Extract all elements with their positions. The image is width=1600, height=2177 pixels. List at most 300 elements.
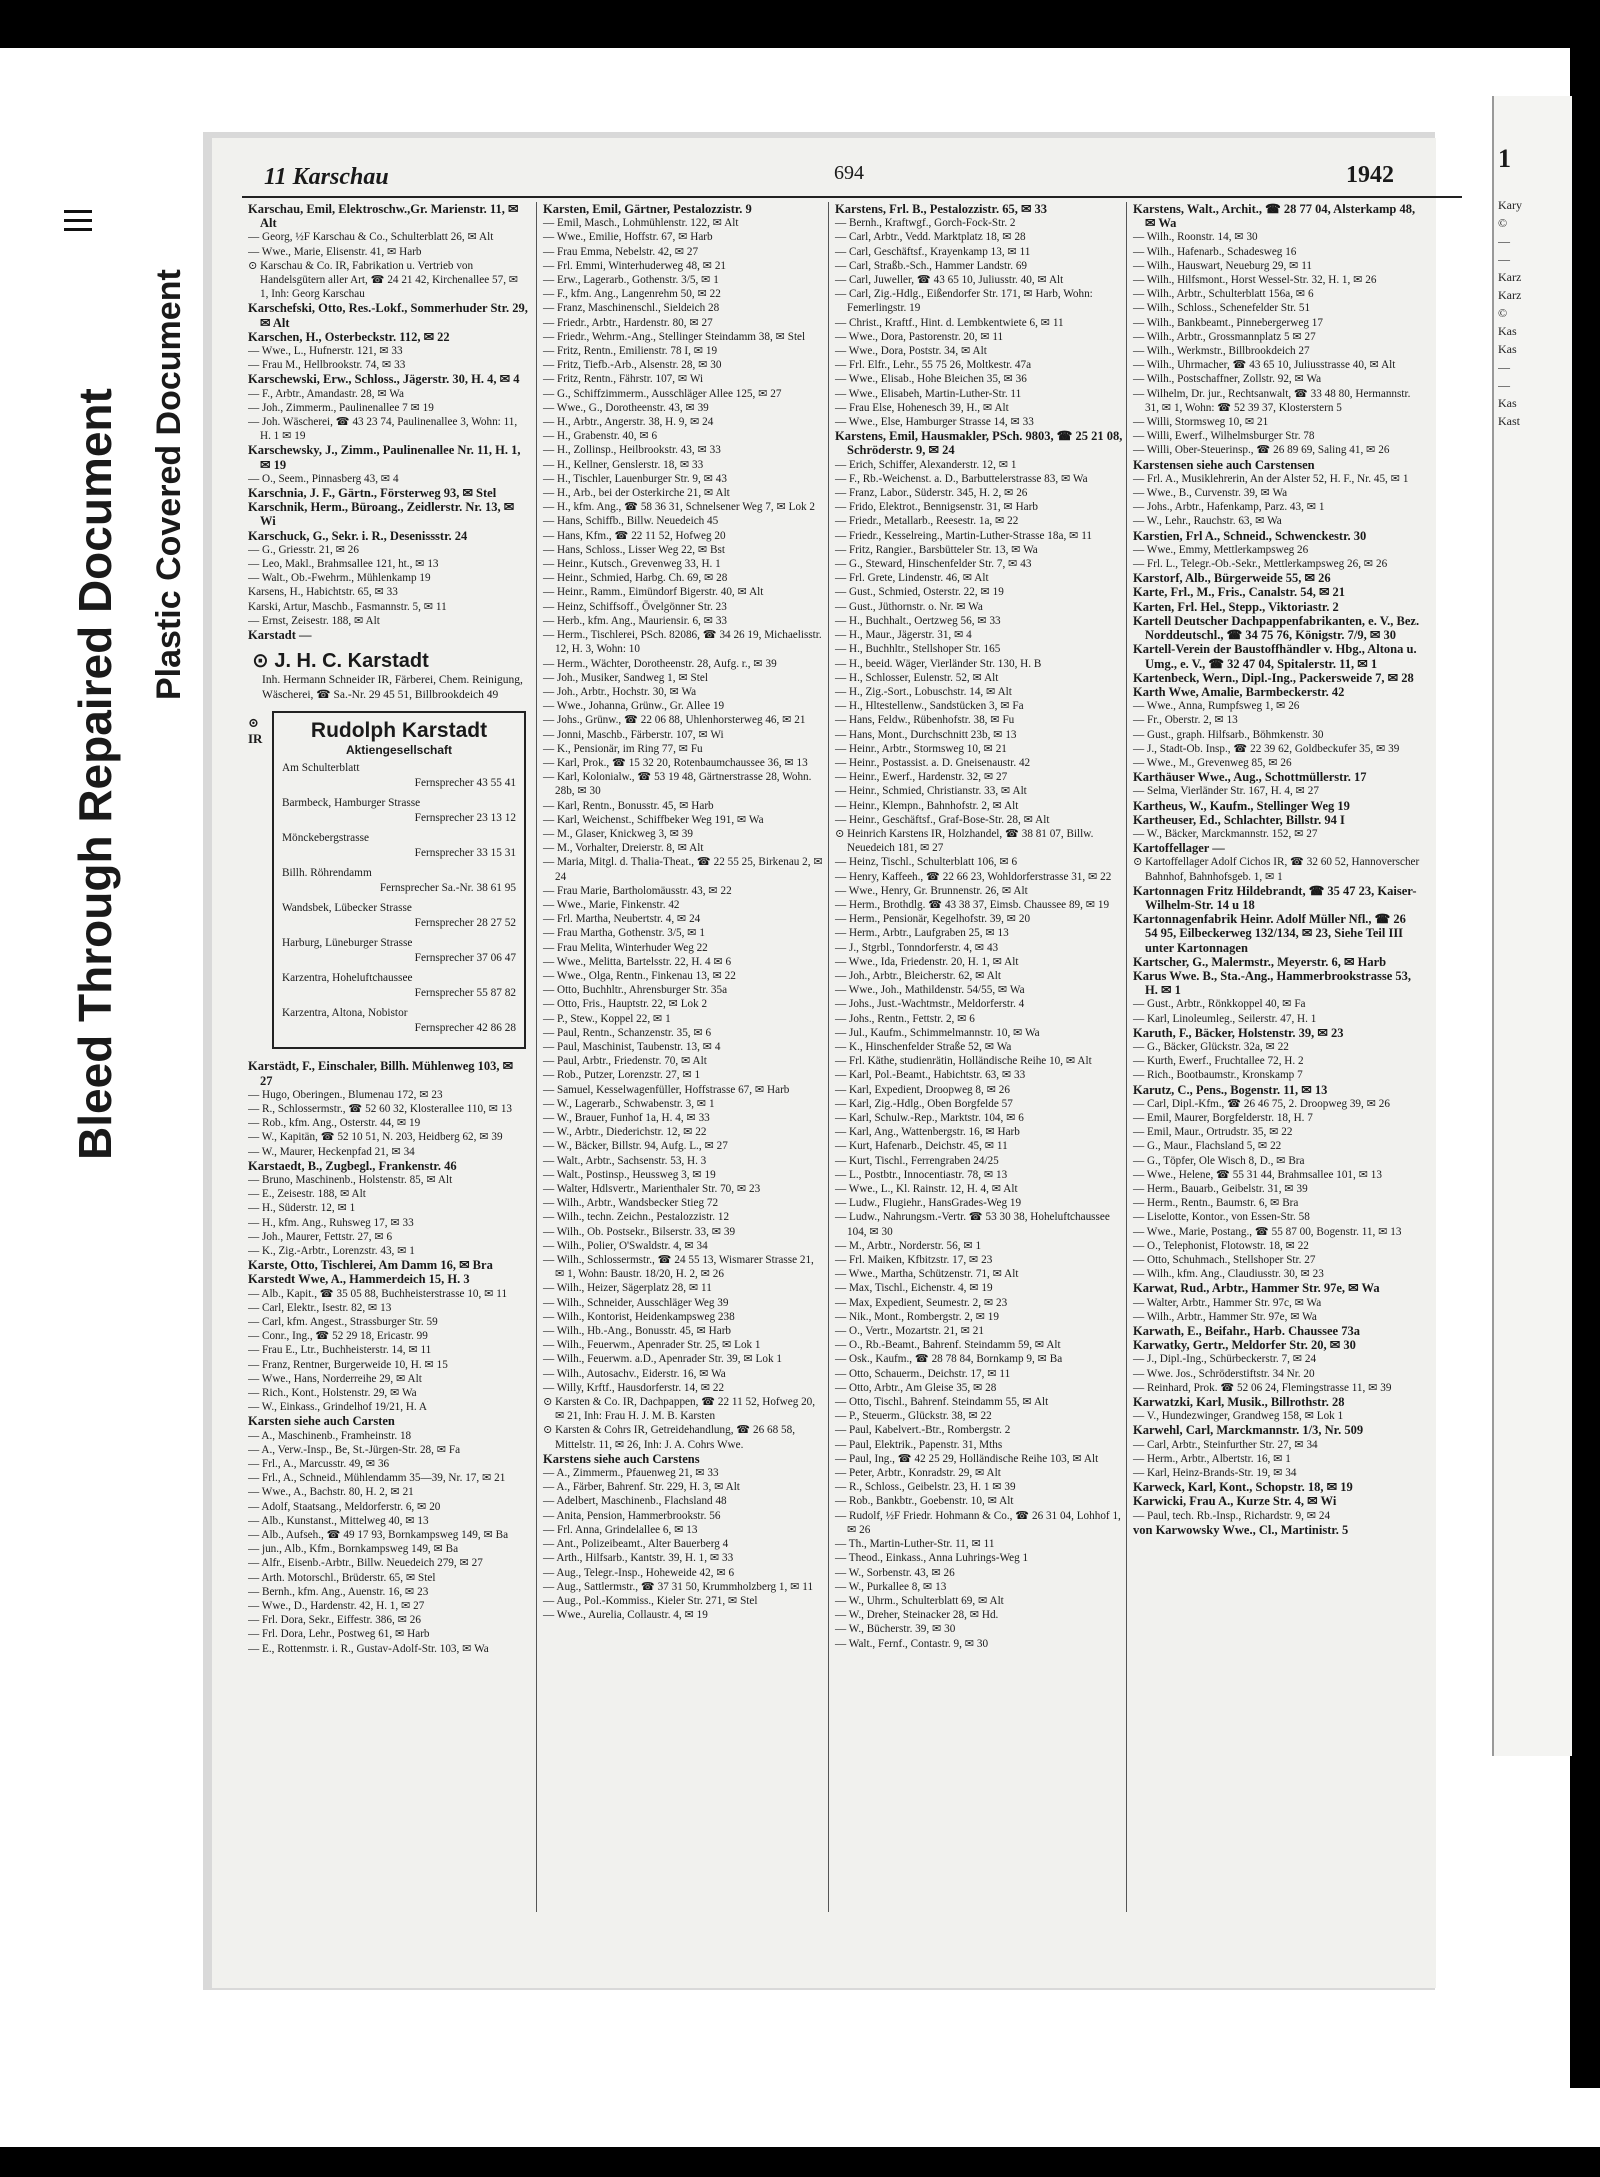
directory-entry: — Wwe., Joh., Mathildenstr. 54/55, ✉ Wa [835,984,1025,997]
directory-entry: ⊙ Karsten & Co. IR, Dachpappen, ☎ 22 11 52, Hofweg 20, ✉ 21, Inh: Frau H. J. M. B. Karsten [543,1396,816,1423]
directory-entry: — Ludw., Flugiehr., HansGrades-Weg 19 [835,1197,1022,1210]
directory-entry: — Karl, Prok., ☎ 15 32 20, Rotenbaumchaussee 36, ✉ 13 [543,756,808,769]
directory-entry: — Heinr., Schmied, Christianstr. 33, ✉ Alt [835,785,1027,798]
directory-entry: — Wilh., Heizer, Sägerplatz 28, ✉ 11 [543,1282,712,1295]
directory-entry: — O., Telephonist, Flotowstr. 18, ✉ 22 [1133,1239,1309,1252]
directory-entry: — F., Rb.-Weichenst. a. D., Barbuttelerstrasse 83, ✉ Wa [835,472,1088,485]
directory-entry: — Fritz, Rentn., Fährstr. 107, ✉ Wi [543,373,704,386]
directory-entry: Karstorf, Alb., Bürgerweide 55, ✉ 26 [1133,571,1331,586]
directory-entry: — Willi, Stormsweg 10, ✉ 21 [1133,416,1269,429]
bleed-through-label: Bleed Through Repaired Document [69,388,121,1160]
directory-entry: — Karl, Zig.-Hdlg., Oben Borgfelde 57 [835,1097,1013,1110]
directory-entry: — Wilh., Hauswart, Neueburg 29, ✉ 11 [1133,259,1312,272]
directory-entry: — Heinr., Schmied, Harbg. Ch. 69, ✉ 28 [543,572,728,585]
directory-entry: — Wwe., Helene, ☎ 55 31 44, Brahmsallee 101, ✉ 13 [1133,1168,1382,1181]
directory-entry: — W., Brauer, Funhof 1a, H. 4, ✉ 33 [543,1112,710,1124]
ad-branch: Wandsbek, Lübecker Strasse [282,902,412,915]
directory-entry: — Ant., Polizeibeamt., Alter Bauerberg 4 [543,1538,729,1551]
directory-entry: — W., Lehr., Rauchstr. 63, ✉ Wa [1133,515,1282,528]
directory-entry: — Wilh., Schloss., Schenefelder Str. 51 [1133,302,1311,315]
directory-entry: — Heinr., Arbtr., Stormsweg 10, ✉ 21 [835,742,1007,755]
directory-entry: — Frl., A., Schneid., Mühlendamm 35—39, Nr. 17, ✉ 21 [248,1472,506,1485]
directory-entry: — Johs., Grünw., ☎ 22 06 88, Uhlenhorsterweg 46, ✉ 21 [543,714,806,727]
directory-entry: — Ludw., Nahrungsm.-Vertr. ☎ 53 30 38, Hoheluftchaussee 104, ✉ 30 [835,1211,1110,1238]
directory-entry: Karstens, Emil, Hausmakler, PSch. 9803, ☎ 25 21 08, Schröderstr. 9, ✉ 24 [835,429,1123,458]
directory-entry: — Karl, Weichenst., Schiffbeker Weg 191, ✉ Wa [543,813,764,826]
directory-entry: — Wwe., Anna, Rumpfsweg 1, ✉ 26 [1133,700,1300,713]
directory-entry: Karschen, H., Osterbeckstr. 112, ✉ 22 [248,329,450,344]
directory-entry: — Reinhard, Prok. ☎ 52 06 24, Flemingstrasse 11, ✉ 39 [1133,1381,1392,1394]
directory-entry: — Frl. Emmi, Winterhuderweg 48, ✉ 21 [543,259,727,272]
plastic-covered-label: Plastic Covered Document [150,269,188,700]
directory-entry: — Kurt, Hafenarb., Deichstr. 45, ✉ 11 [835,1140,1008,1153]
directory-entry: — Carl, Elektr., Isestr. 82, ✉ 13 [248,1301,392,1314]
next-page-number: 1 [1498,144,1511,173]
directory-entry: — Frau E., Ltr., Buchheisterstr. 14, ✉ 11 [248,1344,432,1357]
directory-entry: — Alb., Kapit., ☎ 35 05 88, Buchheisterstrasse 10, ✉ 11 [248,1287,508,1300]
directory-entry: — Carl, Arbtr., Vedd. Marktplatz 18, ✉ 28 [835,231,1026,244]
directory-entry: — Otto, Tischl., Bahrenf. Steindamm 55, ✉ Alt [835,1396,1049,1409]
directory-entry: — Wilh., Uhrmacher, ☎ 43 65 10, Juliusstrasse 40, ✉ Alt [1133,359,1396,372]
directory-entry: — H., Buchhalt., Oertzweg 56, ✉ 33 [835,614,1001,627]
directory-entry: — Emil, Maurer, Borgfelderstr. 18, H. 7 [1133,1112,1313,1124]
column-4 [1126,202,1421,1912]
ad-phone: Fernsprecher 37 06 47 [414,952,516,965]
directory-entry: — Wwe., Melitta, Bartelsstr. 22, H. 4 ✉ 6 [543,955,732,968]
directory-entry: — Frl. Anna, Grindelallee 6, ✉ 13 [543,1523,698,1536]
directory-page [212,138,1436,1988]
directory-entry: — Rob., kfm. Ang., Osterstr. 44, ✉ 19 [248,1117,421,1130]
directory-entry: — Erich, Schiffer, Alexanderstr. 12, ✉ 1 [835,458,1017,471]
directory-entry: — Heinr., Kutsch., Grevenweg 33, H. 1 [543,558,721,571]
ad-subtitle: Aktiengesellschaft [345,743,453,758]
directory-entry: — R., Schlossermstr., ☎ 52 60 32, Klosterallee 110, ✉ 13 [248,1102,513,1115]
directory-entry: — Wwe., M., Grevenweg 85, ✉ 26 [1133,756,1292,769]
directory-entry: Karstens, Frl. B., Pestalozzistr. 65, ✉ 33 [835,202,1048,216]
directory-entry: — Maria, Mitgl. d. Thalia-Theat., ☎ 22 55 25, Birkenau 2, ✉ 24 [543,856,823,883]
ad-phone: Fernsprecher 28 27 52 [414,917,516,930]
directory-entry: — Wilh., Polier, O'Swaldstr. 4, ✉ 34 [543,1239,708,1252]
directory-entry: — Herm., Pensionär, Kegelhofstr. 39, ✉ 20 [835,913,1031,926]
directory-entry: ⊙ Karschau & Co. IR, Fabrikation u. Vertrieb von Handelsgütern aller Art, ☎ 24 21 42, Kirchenallee 57, ✉ 1, Inh: Georg Karschau [248,259,519,301]
directory-entry: — Emil, Masch., Lohmühlenstr. 122, ✉ Alt [543,217,739,230]
directory-entry: — O., Vertr., Mozartstr. 21, ✉ 21 [835,1325,984,1338]
directory-entry: — Wwe., D., Hardenstr. 42, H. 1, ✉ 27 [248,1600,425,1613]
directory-entry: — Wwe., Martha, Schützenstr. 71, ✉ Alt [835,1268,1019,1281]
directory-entry: — Heinz, Schiffsoff., Övelgönner Str. 23 [543,600,727,613]
directory-entry: — H., kfm. Ang., ☎ 58 36 31, Schnelsener Weg 7, ✉ Lok 2 [543,501,816,514]
directory-entry: — Adelbert, Maschinenb., Flachsland 48 [543,1495,727,1508]
directory-entry: — Wwe., Henry, Gr. Brunnenstr. 26, ✉ Alt [835,884,1028,897]
column-1 [248,202,528,1912]
directory-entry: Karschuck, G., Sekr. i. R., Desenissstr. 24 [248,528,468,543]
directory-entry: — Th., Martin-Luther-Str. 11, ✉ 11 [835,1538,995,1551]
directory-entry: — R., Schloss., Geibelstr. 23, H. 1 ✉ 39 [835,1481,1016,1494]
directory-entry: Karwath, E., Beifahr., Harb. Chaussee 73a [1133,1324,1360,1339]
directory-entry: — Karl, Rentn., Bonusstr. 45, ✉ Harb [543,799,714,812]
ad-title: Rudolph Karstadt [310,719,488,743]
directory-entry: — Willi, Ewerf., Wilhelmsburger Str. 78 [1133,430,1315,443]
directory-entry: — Karl, Ang., Wattenbergstr. 16, ✉ Harb [835,1126,1020,1139]
directory-entry: — Herb., kfm. Ang., Mauriensir. 6, ✉ 33 [543,614,728,627]
directory-entry: — Herm., Wächter, Dorotheenstr. 28, Aufg. r., ✉ 39 [543,657,777,670]
directory-entry: Karstedt Wwe, A., Hammerdeich 15, H. 3 [248,1272,470,1287]
directory-entry: — F., kfm. Ang., Langenrehm 50, ✉ 22 [543,288,721,301]
firm-jhc-karstadt [248,648,528,703]
directory-entry: Karschnik, Herm., Büroang., Zeidlerstr. Nr. 13, ✉ Wi [248,500,515,529]
directory-entry: — Alfr., Eisenb.-Arbtr., Billw. Neuedeich 279, ✉ 27 [248,1557,483,1570]
directory-entry: — Jul., Kaufm., Schimmelmannstr. 10, ✉ Wa [835,1026,1040,1039]
directory-entry: — G., Maur., Flachsland 5, ✉ 22 [1133,1140,1282,1153]
directory-entry: — Wwe., Marie, Finkenstr. 42 [543,898,680,911]
directory-entry: — Walt., Arbtr., Sachsenstr. 53, H. 3 [543,1154,707,1167]
directory-entry: — Otto, Schauerm., Deichstr. 17, ✉ 11 [835,1367,1011,1380]
ad-branch: Am Schulterblatt [282,762,360,775]
directory-entry: — Georg, ½F Karschau & Co., Schulterblatt 26, ✉ Alt [248,231,494,244]
directory-entry: — Joh., Arbtr., Bleicherstr. 62, ✉ Alt [835,969,1001,982]
directory-entry: — M., Arbtr., Norderstr. 56, ✉ 1 [835,1239,982,1252]
directory-entry: — Hugo, Oberingen., Blumenau 172, ✉ 23 [248,1088,443,1101]
ad-branch-list [282,761,516,1041]
directory-entry: Karstadt — [248,628,312,643]
directory-entry: — Arth. Motorschl., Brüderstr. 65, ✉ Stel [248,1571,436,1584]
rudolph-karstadt-ad [272,711,526,1049]
scan-border-bottom [0,2147,1600,2177]
directory-entry: Karschau, Emil, Elektroschw.,Gr. Marienstr. 11, ✉ Alt [248,202,519,231]
directory-entry: — M., Glaser, Knickweg 3, ✉ 39 [543,827,693,840]
directory-entry: — Alb., Aufseh., ☎ 49 17 93, Bornkampsweg 149, ✉ Ba [248,1529,509,1541]
page-header [242,160,1462,198]
directory-entry: Karschewsky, J., Zimm., Paulinenallee Nr. 11, H. 1, ✉ 19 [248,443,521,472]
column-1-entries-bottom [248,1059,528,1656]
directory-entry: — Wilhelm, Dr. jur., Rechtsanwalt, ☎ 33 48 80, Hermannstr. 31, ✉ 1, Wohn: ☎ 52 39 37, Klosterstern 5 [1133,387,1411,414]
directory-entry: — G., Griesstr. 21, ✉ 26 [248,543,359,556]
directory-entry: — Hans, Schloss., Lisser Weg 22, ✉ Bst [543,543,725,556]
directory-entry: Kartscher, G., Malermstr., Meyerstr. 6, ✉ Harb [1133,954,1387,969]
directory-entry: — H., Hltestellenw., Sandstücken 3, ✉ Fa [835,700,1024,713]
directory-columns [248,202,1423,1912]
directory-entry: — K., Zig.-Arbtr., Lorenzstr. 43, ✉ 1 [248,1244,415,1257]
directory-entry: — Paul, Elektrik., Papenstr. 31, Mths [835,1438,1003,1451]
firm-jhc-title: ⊙ J. H. C. Karstadt [252,650,429,673]
directory-entry: — Selma, Vierländer Str. 167, H. 4, ✉ 27 [1133,785,1319,798]
directory-entry: — Joh., Arbtr., Hochstr. 30, ✉ Wa [543,685,697,698]
directory-entry: — Frl. Grete, Lindenstr. 46, ✉ Alt [835,572,989,585]
directory-entry: — Wilh., Hafenarb., Schadesweg 16 [1133,245,1297,258]
directory-entry: — Frau Emma, Nebelstr. 42, ✉ 27 [543,245,699,258]
directory-entry: — Johs., Arbtr., Hafenkamp, Parz. 43, ✉ 1 [1133,501,1325,514]
directory-entry: — Rich., Kont., Holstenstr. 29, ✉ Wa [248,1386,417,1399]
directory-entry: — Karl, Pol.-Beamt., Habichtstr. 63, ✉ 33 [835,1069,1026,1082]
directory-entry: — Frl. Dora, Lehr., Postweg 61, ✉ Harb [248,1628,430,1641]
directory-entry: — G., Bäcker, Glückstr. 32a, ✉ 22 [1133,1040,1289,1053]
directory-entry: — Otto, Arbtr., Am Gleise 35, ✉ 28 [835,1381,997,1394]
directory-entry: — Johs., Rentn., Fettstr. 2, ✉ 6 [835,1012,975,1025]
directory-entry: Karten, Frl. Hel., Stepp., Viktoriastr. 2 [1133,599,1339,614]
directory-entry: — Karl, Schulw.-Rep., Marktstr. 104, ✉ 6 [835,1112,1024,1124]
directory-entry: Karth Wwe, Amalie, Barmbeckerstr. 42 [1133,684,1345,699]
directory-entry: — Friedr., Arbtr., Hardenstr. 80, ✉ 27 [543,316,713,329]
directory-entry: — W., Einkass., Grindelhof 19/21, H. A [248,1401,427,1414]
directory-entry: — Gust., Jüthornstr. o. Nr. ✉ Wa [835,600,983,613]
directory-entry: — Karl, Linoleumleg., Seilerstr. 47, H. 1 [1133,1012,1317,1025]
directory-entry: — H., Kellner, Genslerstr. 18, ✉ 33 [543,458,704,471]
directory-entry: — Wilh., Arbtr., Grossmannplatz 5 ✉ 27 [1133,330,1316,343]
directory-entry: — Karl, Expedient, Droopweg 8, ✉ 26 [835,1083,1010,1096]
directory-entry: — Wwe., Marie, Postang., ☎ 55 87 00, Bogenstr. 11, ✉ 13 [1133,1225,1402,1238]
directory-entry: — Wwe., Dora, Pastorenstr. 20, ✉ 11 [835,330,1004,343]
directory-entry: — Wwe., L., Kl. Rainstr. 12, H. 4, ✉ Alt [835,1183,1018,1196]
directory-entry: — O., Rb.-Beamt., Bahrenf. Steindamm 59, ✉ Alt [835,1339,1061,1352]
directory-entry: — Wilh., Feuerwm. a.D., Apenrader Str. 39, ✉ Lok 1 [543,1353,782,1366]
directory-entry: — Alb., Kunstanst., Mittelweg 40, ✉ 13 [248,1514,429,1527]
directory-entry: — Frau Martha, Gothenstr. 3/5, ✉ 1 [543,927,705,940]
column-2 [536,202,825,1912]
directory-entry: — Gust., graph. Hilfsarb., Böhmkenstr. 30 [1133,728,1324,741]
directory-entry: — H., Zig.-Sort., Lobuschstr. 14, ✉ Alt [835,685,1012,698]
directory-entry: — Frl. A., Musiklehrerin, An der Alster 52, H. F., Nr. 45, ✉ 1 [1133,472,1409,485]
directory-entry: — Walt., Postinsp., Heussweg 3, ✉ 19 [543,1168,716,1181]
directory-entry: — jun., Alb., Kfm., Bornkampsweg 149, ✉ Ba [248,1543,459,1556]
directory-entry: — Carl, Dipl.-Kfm., ☎ 26 46 75, 2. Droopweg 39, ✉ 26 [1133,1097,1390,1110]
directory-entry: — Wilh., Bankbeamt., Pinnebergerweg 17 [1133,316,1323,329]
header-left: 11 Karschau [264,164,389,190]
directory-entry: — Wwe., Emilie, Hoffstr. 67, ✉ Harb [543,231,713,244]
registration-marks [64,210,92,270]
directory-entry: — Heinr., Geschäftsf., Graf-Bose-Str. 28, ✉ Alt [835,813,1050,826]
ad-wrapper [248,711,528,1049]
directory-entry: — A., Zimmerm., Pfauenweg 21, ✉ 33 [543,1467,719,1480]
directory-entry: — Max, Expedient, Seumestr. 2, ✉ 23 [835,1296,1008,1309]
scan-border-right [1570,48,1600,2088]
directory-entry: Kartenbeck, Wern., Dipl.-Ing., Packersweide 7, ✉ 28 [1133,670,1414,685]
next-page-edge [1492,96,1572,1756]
ad-branch: Karzentra, Altona, Nobistor [282,1007,408,1020]
next-page-fragments: Kary © — — Karz Karz © Kas Kas — — Kas Kast [1498,198,1522,428]
directory-entry: — H., Arbtr., Angerstr. 38, H. 9, ✉ 24 [543,416,714,429]
directory-entry: — Hans, Mont., Durchschnitt 23b, ✉ 13 [835,728,1017,741]
directory-entry: — Samuel, Kesselwagenfüller, Hoffstrasse 67, ✉ Harb [543,1083,790,1096]
directory-entry: — Wwe., Emmy, Mettlerkampsweg 26 [1133,543,1309,556]
directory-entry: — Herm., Rentn., Baumstr. 6, ✉ Bra [1133,1197,1299,1210]
directory-entry: — Rob., Bankbtr., Goebenstr. 10, ✉ Alt [835,1495,1014,1508]
directory-entry: — Frl. Elfr., Lehr., 55 75 26, Moltkestr. 47a [835,359,1032,372]
directory-entry: — W., Uhrm., Schulterblatt 69, ✉ Alt [835,1594,1004,1607]
directory-entry: — Gust., Arbtr., Rönkkoppel 40, ✉ Fa [1133,998,1306,1011]
directory-entry: — Fr., Oberstr. 2, ✉ 13 [1133,714,1238,727]
directory-entry: — Wilh., Arbtr., Hammer Str. 97e, ✉ Wa [1133,1310,1317,1323]
directory-entry: — Wwe., B., Curvenstr. 39, ✉ Wa [1133,487,1288,500]
directory-entry: Karwatky, Gertr., Meldorfer Str. 20, ✉ 30 [1133,1338,1356,1353]
directory-entry: Karschefski, Otto, Res.-Lokf., Sommerhuder Str. 29, ✉ Alt [248,301,528,330]
directory-entry: — Adolf, Staatsang., Meldorferstr. 6, ✉ 20 [248,1500,441,1513]
directory-entry: — Walter, Hdlsvertr., Marienthaler Str. 70, ✉ 23 [543,1183,761,1196]
directory-entry: — Wilh., Arbtr., Wandsbecker Stieg 72 [543,1197,719,1210]
directory-entry: — Osk., Kaufm., ☎ 28 78 84, Bornkamp 9, ✉ Ba [835,1353,1063,1366]
directory-entry: — Otto, Buchhltr., Ahrensburger Str. 35a [543,984,728,997]
page-number: 694 [834,162,864,184]
directory-entry: — Wilh., Schlossermstr., ☎ 24 55 13, Wismarer Strasse 21, ✉ 1, Wohn: Baustr. 18/20, H. 2, ✉ 26 [543,1254,814,1281]
directory-entry: Kartell Deutscher Dachpappenfabrikanten, e. V., Bez. Norddeutschl., ☎ 34 75 76, Königstr. 7/9, ✉ 30 [1133,613,1420,643]
directory-entry: — Wilh., Hb.-Ang., Bonusstr. 45, ✉ Harb [543,1325,732,1338]
directory-entry: Kartell-Verein der Baustoffhändler v. Hbg., Altona u. Umg., e. V., ☎ 32 47 04, Spitalerstr. 11, ✉ 1 [1133,642,1417,671]
directory-entry: ⊙ Heinrich Karstens IR, Holzhandel, ☎ 38 81 07, Billw. Neuedeich 181, ✉ 27 [835,827,1094,855]
directory-entry: — Christ., Kraftf., Hint. d. Lembkentwiete 6, ✉ 11 [835,316,1064,329]
directory-entry: — Conr., Ing., ☎ 52 29 18, Ericastr. 99 [248,1330,428,1343]
directory-entry: — G., Schiffzimmerm., Ausschläger Allee 125, ✉ 27 [543,387,782,400]
directory-entry: — Arth., Hilfsarb., Kantstr. 39, H. 1, ✉ 33 [543,1552,734,1565]
directory-entry: Kartonnagen Fritz Hildebrandt, ☎ 35 47 23, Kaiser-Wilhelm-Str. 14 u 18 [1133,883,1417,912]
directory-entry: — Wwe., Marie, Elisenstr. 41, ✉ Harb [248,245,422,258]
directory-entry: Karstädt, F., Einschaler, Billh. Mühlenweg 103, ✉ 27 [248,1059,514,1088]
directory-entry: — Heinr., Ewerf., Hardenstr. 32, ✉ 27 [835,771,1008,784]
directory-entry: — Heinr., Ramm., Eimündorf Bigerstr. 40, ✉ Alt [543,586,764,599]
directory-entry: — Frl. Käthe, studienrätin, Holländische Reihe 10, ✉ Alt [835,1055,1092,1068]
directory-entry: — Wilh., Ob. Postsekr., Bilserstr. 33, ✉ 39 [543,1225,736,1238]
directory-entry: — Willi, Ober-Steuerinsp., ☎ 26 89 69, Saling 41, ✉ 26 [1133,444,1390,457]
directory-entry: — J., Stgrbl., Tonndorferstr. 4, ✉ 43 [835,941,999,954]
directory-entry: — Bernh., kfm. Ang., Auenstr. 16, ✉ 23 [248,1585,429,1598]
directory-entry: — W., Sorbenstr. 43, ✉ 26 [835,1566,955,1579]
directory-entry: — Herm., Tischlerei, PSch. 82086, ☎ 34 26 19, Michaelisstr. 12, H. 3, Wohn: 10 [543,629,822,656]
directory-entry: — Henry, Kaffeeh., ☎ 22 66 23, Wohldorferstrasse 31, ✉ 22 [835,870,1112,883]
directory-entry: — Walt., Ob.-Fwehrm., Mühlenkamp 19 [248,572,431,585]
directory-entry: — W., Bäcker, Marckmannstr. 152, ✉ 27 [1133,827,1318,840]
directory-entry: — Wilh., techn. Zeichn., Pestalozzistr. 12 [543,1211,730,1224]
directory-entry: — Wwe., A., Bachstr. 80, H. 2, ✉ 21 [248,1486,414,1499]
directory-entry: — Wilh., Arbtr., Schulterblatt 156a, ✉ 6 [1133,288,1314,301]
directory-entry: — E., Rottenmstr. i. R., Gustav-Adolf-Str. 103, ✉ Wa [248,1642,489,1655]
directory-entry: — Frl. Martha, Neubertstr. 4, ✉ 24 [543,913,701,926]
directory-entry: — Herm., Arbtr., Albertstr. 16, ✉ 1 [1133,1452,1291,1465]
directory-entry: Karte, Frl., M., Fris., Canalstr. 54, ✉ 21 [1133,585,1346,600]
directory-entry: Karsten siehe auch Carsten [248,1414,395,1429]
directory-entry: Karus Wwe. B., Sta.-Ang., Hammerbrookstrasse 53, H. ✉ 1 [1133,968,1412,998]
directory-entry: — Franz, Maschinenschl., Sieldeich 28 [543,302,720,315]
directory-entry: — H., Maur., Jägerstr. 31, ✉ 4 [835,629,972,642]
directory-entry: — Carl, Zig.-Hdlg., Eißendorfer Str. 171, ✉ Harb, Wohn: Femerlingstr. 19 [835,288,1093,315]
directory-entry: Karutz, C., Pens., Bogenstr. 11, ✉ 13 [1133,1082,1328,1097]
directory-entry: — Ernst, Zeisestr. 188, ✉ Alt [248,614,380,627]
directory-entry: — A., Verw.-Insp., Be, St.-Jürgen-Str. 28, ✉ Fa [248,1443,461,1456]
directory-entry: — V., Hundezwinger, Grandweg 158, ✉ Lok 1 [1133,1410,1344,1423]
directory-entry: Karsens, H., Habichtstr. 65, ✉ 33 [248,586,398,599]
directory-entry: — Otto, Schuhmach., Stellshoper Str. 27 [1133,1254,1316,1267]
directory-entry: — J., Stadt-Ob. Insp., ☎ 22 39 62, Goldbeckufer 35, ✉ 39 [1133,742,1400,755]
directory-entry: — Frau Else, Hohenesch 39, H., ✉ Alt [835,401,1009,414]
directory-entry: — A., Färber, Bahrenf. Str. 229, H. 3, ✉ Alt [543,1481,740,1494]
directory-entry: — W., Purkallee 8, ✉ 13 [835,1580,947,1593]
directory-entry: — Wwe., Aurelia, Collaustr. 4, ✉ 19 [543,1609,708,1622]
directory-entry: — Bernh., Kraftwgf., Gorch-Fock-Str. 2 [835,217,1016,230]
directory-entry: — Wwe., Ida, Friedenstr. 20, H. 1, ✉ Alt [835,955,1019,968]
directory-entry: — Jonni, Maschb., Färberstr. 107, ✉ Wi [543,728,724,741]
directory-entry: — Kurth, Ewerf., Fruchtallee 72, H. 2 [1133,1055,1304,1068]
ad-phone: Fernsprecher 55 87 82 [414,987,516,1000]
directory-entry: — L., Postbtr., Innocentiastr. 78, ✉ 13 [835,1168,1008,1181]
ad-branch: Barmbeck, Hamburger Strasse [282,797,421,810]
ad-phone: Fernsprecher 43 55 41 [414,777,516,790]
directory-entry: — Joh. Wäscherei, ☎ 43 23 74, Paulinenallee 3, Wohn: 11, H. 1 ✉ 19 [248,416,518,443]
directory-entry: — Bruno, Maschinenb., Holstenstr. 85, ✉ Alt [248,1173,453,1186]
directory-entry: — Friedr., Kesselreing., Martin-Luther-Strasse 18a, ✉ 11 [835,529,1092,542]
directory-entry: — O., Seem., Pinnasberg 43, ✉ 4 [248,472,399,485]
directory-entry: — Carl, kfm. Angest., Strassburger Str. 59 [248,1315,438,1328]
directory-entry: — Fritz, Rangier., Barsbütteler Str. 13, ✉ Wa [835,543,1038,556]
directory-entry: — H., Arb., bei der Osterkirche 21, ✉ Alt [543,487,730,500]
directory-entry: — Herm., Arbtr., Laufgraben 25, ✉ 13 [835,927,1009,940]
directory-entry: — J., Dipl.-Ing., Schürbeckerstr. 7, ✉ 24 [1133,1353,1317,1366]
directory-entry: — Theod., Einkass., Anna Luhrings-Weg 1 [835,1552,1029,1565]
directory-entry: Karste, Otto, Tischlerei, Am Damm 16, ✉ Bra [248,1258,493,1273]
directory-entry: Karstens siehe auch Carstens [543,1451,700,1466]
directory-entry: ⊙ Kartoffellager Adolf Cichos IR, ☎ 32 60 52, Hannoverscher Bahnhof, Bahnhofsgeb. 1, ✉ 1 [1133,856,1420,883]
directory-entry: — M., Vorhalter, Dreierstr. 8, ✉ Alt [543,842,704,855]
directory-entry: — Paul, Ing., ☎ 42 25 29, Holländische Reihe 103, ✉ Alt [835,1452,1099,1465]
directory-entry: — Heinr., Klempn., Bahnhofstr. 2, ✉ Alt [835,799,1019,812]
ad-phone: Fernsprecher 33 15 31 [414,847,516,860]
directory-entry: Karstensen siehe auch Carstensen [1133,457,1315,472]
directory-entry: — Erw., Lagerarb., Gothenstr. 3/5, ✉ 1 [543,274,719,287]
ad-phone: Fernsprecher 23 13 12 [414,812,516,825]
directory-entry: — Wilh., Hilfsmont., Horst Wessel-Str. 32, H. 1, ✉ 26 [1133,274,1377,287]
directory-entry: — Aug., Telegr.-Insp., Hoheweide 42, ✉ 6 [543,1566,735,1579]
scan-border-top [0,0,1600,48]
directory-entry: — Johs., Just.-Wachtmstr., Meldorferstr. 4 [835,998,1025,1011]
directory-entry: — Walter, Arbtr., Hammer Str. 97c, ✉ Wa [1133,1296,1322,1309]
directory-entry: — Fritz, Rentn., Emilienstr. 78 I, ✉ 19 [543,345,718,358]
directory-entry: — Paul, Rentn., Schanzenstr. 35, ✉ 6 [543,1026,712,1039]
directory-entry: — Joh., Maurer, Fettstr. 27, ✉ 6 [248,1230,393,1243]
directory-entry: — Frl. Dora, Sekr., Eiffestr. 386, ✉ 26 [248,1614,421,1627]
directory-entry: — Otto, Fris., Hauptstr. 22, ✉ Lok 2 [543,998,708,1011]
directory-entry: — Willy, Krftf., Hausdorferstr. 14, ✉ 22 [543,1381,725,1394]
ad-branch: Mönckebergstrasse [282,832,370,845]
directory-entry: — Wwe., Dora, Poststr. 34, ✉ Alt [835,345,987,358]
directory-entry: — Wwe., Elisabeh, Martin-Luther-Str. 11 [835,387,1022,400]
directory-entry: — Wilh., Roonstr. 14, ✉ 30 [1133,231,1258,244]
directory-entry: — Wilh., Autosachv., Eiderstr. 16, ✉ Wa [543,1367,726,1380]
directory-entry: Karstens, Walt., Archit., ☎ 28 77 04, Alsterkamp 48, ✉ Wa [1133,202,1416,231]
directory-entry: — Wilh., kfm. Ang., Claudiusstr. 30, ✉ 23 [1133,1268,1324,1281]
directory-entry: — Joh., Zimmerm., Paulinenallee 7 ✉ 19 [248,401,434,414]
directory-entry: Karwat, Rud., Arbtr., Hammer Str. 97e, ✉ Wa [1133,1281,1380,1296]
directory-entry: — Wwe., Else, Hamburger Strasse 14, ✉ 33 [835,416,1034,429]
ad-phone: Fernsprecher Sa.-Nr. 38 61 95 [379,882,516,895]
directory-entry: — Frau Marie, Bartholomäusstr. 43, ✉ 22 [543,884,732,897]
directory-entry: — Frl., A., Marcusstr. 49, ✉ 36 [248,1457,390,1470]
directory-entry: — Frl. L., Telegr.-Ob.-Sekr., Mettlerkampsweg 26, ✉ 26 [1133,558,1388,571]
directory-entry: ⊙ Karsten & Cohrs IR, Getreidehandlung, ☎ 26 68 58, Mittelstr. 11, ✉ 26, Inh: J. A. Cohrs Wwe. [543,1424,795,1451]
directory-entry: Kartheus, W., Kaufm., Stellinger Weg 19 [1133,798,1350,813]
directory-entry: — K., Hinschenfelder Straße 52, ✉ Wa [835,1040,1012,1053]
directory-entry: — P., Stew., Koppel 22, ✉ 1 [543,1012,671,1025]
directory-entry: — Friedr., Wehrm.-Ang., Stellinger Steindamm 38, ✉ Stel [543,330,806,343]
directory-entry: — K., Pensionär, im Ring 77, ✉ Fu [543,742,703,755]
directory-entry: — Wwe., G., Dorotheenstr. 43, ✉ 39 [543,401,709,414]
column-3 [828,202,1123,1912]
directory-entry: — Carl, Geschäftsf., Krayenkamp 13, ✉ 11 [835,245,1031,258]
directory-entry: — A., Maschinenb., Framheinstr. 18 [248,1429,412,1442]
directory-entry: — Paul, tech. Rb.-Insp., Richardstr. 9, ✉ 24 [1133,1509,1331,1522]
directory-entry: — Friedr., Metallarb., Reesestr. 1a, ✉ 22 [835,515,1019,528]
directory-entry: — Kurt, Tischl., Ferrengraben 24/25 [835,1154,999,1167]
directory-entry: — Peter, Arbtr., Konradstr. 29, ✉ Alt [835,1467,1001,1480]
directory-entry: — H., Zollinsp., Heilbrookstr. 43, ✉ 33 [543,444,721,457]
column-1-entries-top [248,202,528,642]
directory-entry: — Rob., Putzer, Lorenzstr. 27, ✉ 1 [543,1069,701,1082]
ad-branch: Billh. Röhrendamm [282,867,372,880]
